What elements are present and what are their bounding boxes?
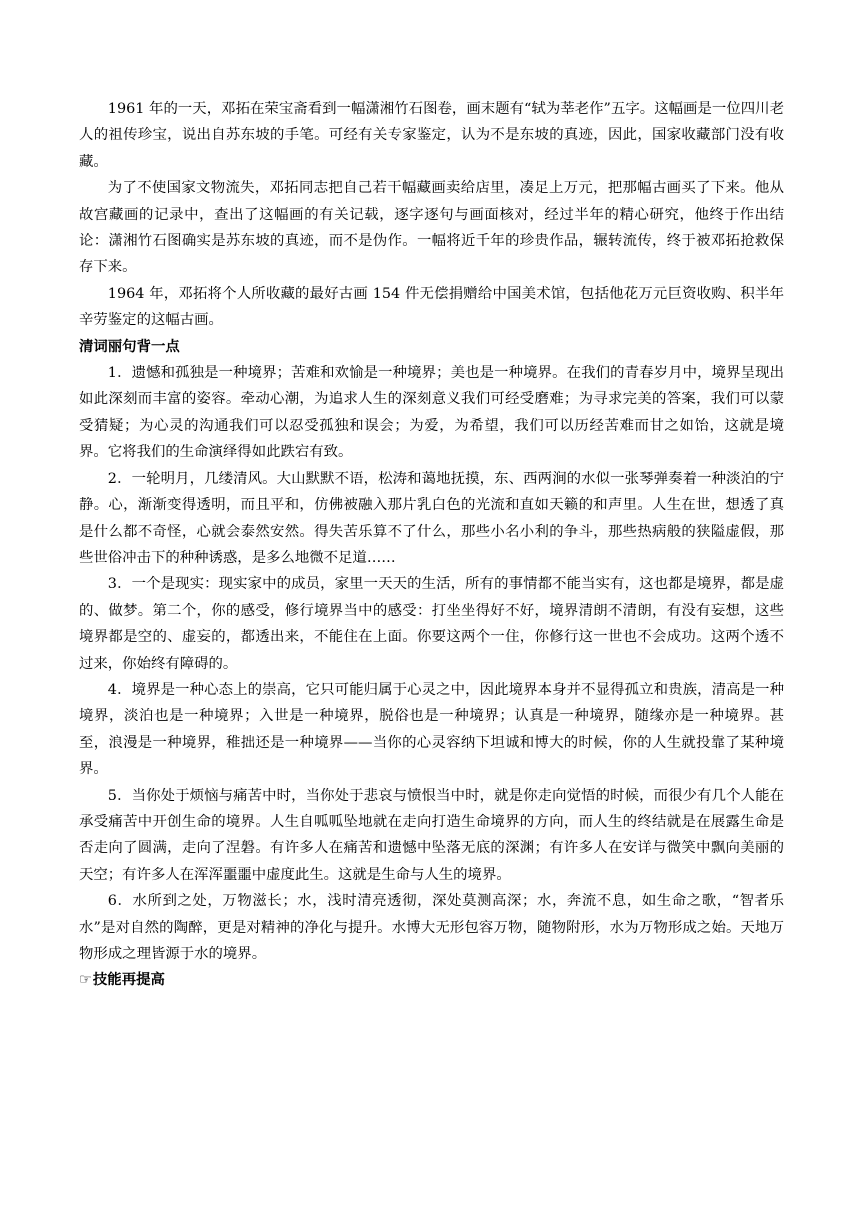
section-heading-qingci: 清词丽句背一点: [79, 338, 180, 355]
story-paragraph-3: 1964 年，邓拓将个人所收藏的最好古画 154 件无偿捐赠给中国美术馆，包括他花万元巨资收购、积半年辛劳鉴定的这幅古画。: [79, 285, 784, 329]
qingci-item-4: 4．境界是一种心态上的崇高，它只可能归属于心灵之中，因此境界本身并不显得孤立和贵族，清高是一种境界，淡泊也是一种境界；入世是一种境界，脱俗也是一种境界；认真是一种境界，随缘亦是一种境界。甚至，浪漫是一种境界，稚拙还是一种境界——当你的心灵容纳下坦诚和博大的时候，你的人生就投靠了某种境界。: [79, 681, 784, 778]
pointing-hand-icon: ☞: [79, 972, 92, 989]
qingci-item-3: 3．一个是现实：现实家中的成员，家里一天天的生活，所有的事情都不能当实有，这也都是境界，都是虚的、做梦。第二个，你的感受，修行境界当中的感受：打坐坐得好不好，境界清朗不清朗，有没有妄想，这些境界都是空的、虚妄的，都透出来，不能住在上面。你要这两个一住，你修行这一世也不会成功。这两个透不过来，你始终有障碍的。: [79, 576, 784, 672]
qingci-item-6: 6．水所到之处，万物滋长；水，浅时清亮透彻，深处莫测高深；水，奔流不息，如生命之歌，“智者乐水”是对自然的陶醉，更是对精神的净化与提升。水博大无形包容万物，随物附形，水为万物形成之始。天地万物形成之理皆源于水的境界。: [79, 893, 784, 962]
story-paragraph-1: 1961 年的一天，邓拓在荣宝斋看到一幅潇湘竹石图卷，画末题有“轼为莘老作”五字。这幅画是一位四川老人的祖传珍宝，说出自苏东坡的手笔。可经有关专家鉴定，认为不是东坡的真迹，因此，国家收藏部门没有收藏。: [79, 101, 784, 170]
story-paragraph-2: 为了不使国家文物流失，邓拓同志把自己若干幅藏画卖给店里，凑足上万元，把那幅古画买了下来。他从故宫藏画的记录中，查出了这幅画的有关记载，逐字逐句与画面核对，经过半年的精心研究，他终于作出结论：潇湘竹石图确实是苏东坡的真迹，而不是伪作。一幅将近千年的珍贵作品，辗转流传，终于被邓拓抢救保存下来。: [79, 180, 784, 276]
section-heading-jineng: [79, 967, 784, 993]
qingci-item-1: 1．遗憾和孤独是一种境界；苦难和欢愉是一种境界；美也是一种境界。在我们的青春岁月中，境界呈现出如此深刻而丰富的姿容。牵动心潮，为追求人生的深刻意义我们可经受磨难；为寻求完美的答案，我们可以蒙受猜疑；为心灵的沟通我们可以忍受孤独和误会；为爱，为希望，我们可以历经苦难而甘之如饴，这就是境界。它将我们的生命演绎得如此跌宕有致。: [79, 365, 784, 461]
qingci-item-2: 2．一轮明月，几缕清风。大山默默不语，松涛和蔼地抚摸，东、西两涧的水似一张琴弹奏着一种淡泊的宁静。心，渐渐变得透明，而且平和，仿佛被融入那片乳白色的光流和直如天籁的和声里。人生在世，想透了真是什么都不奇怪，心就会泰然安然。得失苦乐算不了什么，那些小名小利的争斗，那些热病般的狭隘虚假，那些世俗冲击下的种种诱惑，是多么地微不足道……: [79, 470, 784, 566]
section-heading-jineng-label: 技能再提高: [92, 972, 165, 989]
document-page: [79, 96, 784, 994]
qingci-item-5: 5．当你处于烦恼与痛苦中时，当你处于悲哀与愤恨当中时，就是你走向觉悟的时候，而很少有几个人能在承受痛苦中开创生命的境界。人生自呱呱坠地就在走向打造生命境界的方向，而人生的终结就是在展露生命是否走向了圆满，走向了涅磐。有许多人在痛苦和遗憾中坠落无底的深渊；有许多人在安详与微笑中飘向美丽的天空；有许多人在浑浑噩噩中虚度此生。这就是生命与人生的境界。: [79, 787, 784, 883]
